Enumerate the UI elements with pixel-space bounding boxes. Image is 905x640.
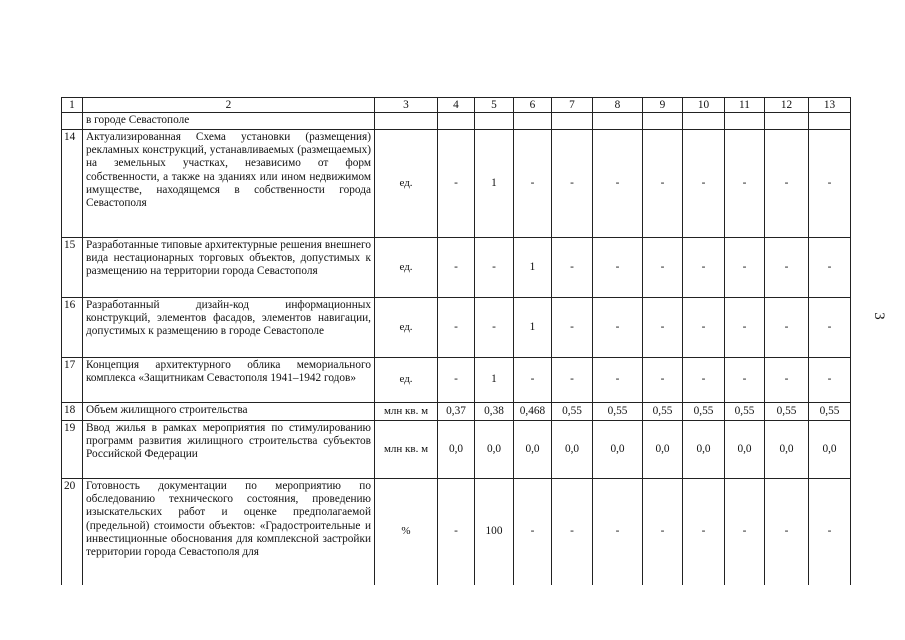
value-cell: -: [809, 358, 851, 403]
value-cell: 1: [475, 130, 514, 238]
value-cell: -: [552, 238, 593, 298]
column-header: 11: [725, 98, 765, 113]
value-cell: -: [514, 479, 552, 585]
empty-cell: [809, 113, 851, 130]
table-row: [62, 479, 851, 585]
value-cell: -: [552, 479, 593, 585]
value-cell: -: [643, 130, 683, 238]
value-cell: -: [725, 358, 765, 403]
value-cell: 0,55: [552, 403, 593, 421]
indicator-name-cell: Актуализированная Схема установки (размещения) рекламных конструкций, устанавливаемых (размещаемых) на земельных участках, независимо от форм собственности, а также на зданиях или ином недвижимом имуществе, находящемся в собственности города Севастополя: [83, 130, 375, 238]
unit-cell: ед.: [375, 130, 438, 238]
value-cell: -: [593, 358, 643, 403]
column-header: 2: [83, 98, 375, 113]
value-cell: -: [725, 479, 765, 585]
table-row: [62, 298, 851, 358]
value-cell: 0,0: [475, 421, 514, 479]
value-cell: -: [475, 298, 514, 358]
column-header: 13: [809, 98, 851, 113]
value-cell: -: [552, 298, 593, 358]
value-cell: -: [514, 130, 552, 238]
value-cell: 0,0: [593, 421, 643, 479]
value-cell: -: [514, 358, 552, 403]
indicator-name-cell: Готовность документации по мероприятию по обследованию технического состояния, проведению изыскательских работ и оценке предполагаемой (предельной) стоимости объектов: «Градостроительные и инвестиционные обоснования для комплексной застройки территории города Севастополя для: [83, 479, 375, 585]
value-cell: 0,55: [683, 403, 725, 421]
value-cell: 100: [475, 479, 514, 585]
column-header: 6: [514, 98, 552, 113]
value-cell: 0,0: [643, 421, 683, 479]
value-cell: 0,0: [438, 421, 475, 479]
empty-cell: [62, 113, 83, 130]
indicator-name-cell: Ввод жилья в рамках мероприятия по стимулированию программ развития жилищного строительства субъектов Российской Федерации: [83, 421, 375, 479]
empty-cell: [375, 113, 438, 130]
value-cell: -: [809, 130, 851, 238]
value-cell: 0,0: [725, 421, 765, 479]
row-number-cell: 17: [62, 358, 83, 403]
value-cell: -: [643, 479, 683, 585]
value-cell: -: [643, 298, 683, 358]
value-cell: -: [765, 238, 809, 298]
empty-cell: [765, 113, 809, 130]
value-cell: 0,0: [809, 421, 851, 479]
value-cell: 0,55: [809, 403, 851, 421]
empty-cell: [725, 113, 765, 130]
column-header: 4: [438, 98, 475, 113]
value-cell: 0,468: [514, 403, 552, 421]
value-cell: 0,0: [683, 421, 725, 479]
continuation-row: [62, 113, 851, 130]
table-body: [62, 98, 851, 585]
indicator-name-cell: Концепция архитектурного облика мемориального комплекса «Защитникам Севастополя 1941–1942 годов»: [83, 358, 375, 403]
page-number: 3: [871, 312, 887, 320]
value-cell: -: [593, 130, 643, 238]
empty-cell: [475, 113, 514, 130]
indicator-name-cell: Разработанный дизайн-код информационных конструкций, элементов фасадов, элементов навигации, допустимых к размещению в городе Севастополе: [83, 298, 375, 358]
table-row: [62, 130, 851, 238]
unit-cell: млн кв. м: [375, 403, 438, 421]
value-cell: -: [475, 238, 514, 298]
column-header: 8: [593, 98, 643, 113]
column-header: 3: [375, 98, 438, 113]
unit-cell: ед.: [375, 298, 438, 358]
value-cell: -: [593, 238, 643, 298]
value-cell: -: [552, 130, 593, 238]
value-cell: -: [765, 298, 809, 358]
row-number-cell: 14: [62, 130, 83, 238]
value-cell: -: [593, 298, 643, 358]
value-cell: -: [593, 479, 643, 585]
value-cell: -: [809, 479, 851, 585]
empty-cell: [514, 113, 552, 130]
value-cell: -: [765, 358, 809, 403]
value-cell: -: [683, 238, 725, 298]
unit-cell: млн кв. м: [375, 421, 438, 479]
empty-cell: [552, 113, 593, 130]
row-number-cell: 16: [62, 298, 83, 358]
value-cell: -: [725, 298, 765, 358]
column-header: 12: [765, 98, 809, 113]
value-cell: -: [552, 358, 593, 403]
value-cell: 0,55: [593, 403, 643, 421]
value-cell: 0,38: [475, 403, 514, 421]
value-cell: 0,0: [552, 421, 593, 479]
table-row: [62, 403, 851, 421]
value-cell: -: [643, 358, 683, 403]
value-cell: -: [683, 130, 725, 238]
value-cell: -: [725, 130, 765, 238]
value-cell: 1: [514, 238, 552, 298]
table-row: [62, 358, 851, 403]
empty-cell: [438, 113, 475, 130]
value-cell: 0,0: [514, 421, 552, 479]
value-cell: -: [438, 130, 475, 238]
row-number-cell: 19: [62, 421, 83, 479]
value-cell: -: [809, 298, 851, 358]
value-cell: -: [809, 238, 851, 298]
value-cell: 0,37: [438, 403, 475, 421]
column-header: 10: [683, 98, 725, 113]
empty-cell: [593, 113, 643, 130]
row-number-cell: 15: [62, 238, 83, 298]
row-number-cell: 20: [62, 479, 83, 585]
value-cell: -: [643, 238, 683, 298]
value-cell: -: [683, 358, 725, 403]
value-cell: -: [438, 238, 475, 298]
indicator-name-cell: Разработанные типовые архитектурные решения внешнего вида нестационарных торговых объектов, допустимых к размещению на территории города Севастополя: [83, 238, 375, 298]
value-cell: -: [683, 479, 725, 585]
value-cell: -: [438, 479, 475, 585]
value-cell: 1: [514, 298, 552, 358]
value-cell: -: [765, 130, 809, 238]
value-cell: 0,55: [765, 403, 809, 421]
table-row: [62, 421, 851, 479]
table-row: [62, 238, 851, 298]
indicator-name-cell: Объем жилищного строительства: [83, 403, 375, 421]
continuation-text: в городе Севастополе: [83, 113, 375, 130]
value-cell: -: [683, 298, 725, 358]
value-cell: 0,0: [765, 421, 809, 479]
value-cell: 0,55: [643, 403, 683, 421]
empty-cell: [643, 113, 683, 130]
indicators-table: [61, 97, 851, 585]
value-cell: -: [438, 298, 475, 358]
unit-cell: %: [375, 479, 438, 585]
column-header: 7: [552, 98, 593, 113]
value-cell: -: [765, 479, 809, 585]
column-header: 5: [475, 98, 514, 113]
unit-cell: ед.: [375, 238, 438, 298]
empty-cell: [683, 113, 725, 130]
column-header: 1: [62, 98, 83, 113]
row-number-cell: 18: [62, 403, 83, 421]
column-header: 9: [643, 98, 683, 113]
value-cell: 0,55: [725, 403, 765, 421]
header-row: [62, 98, 851, 113]
unit-cell: ед.: [375, 358, 438, 403]
value-cell: -: [438, 358, 475, 403]
value-cell: 1: [475, 358, 514, 403]
value-cell: -: [725, 238, 765, 298]
